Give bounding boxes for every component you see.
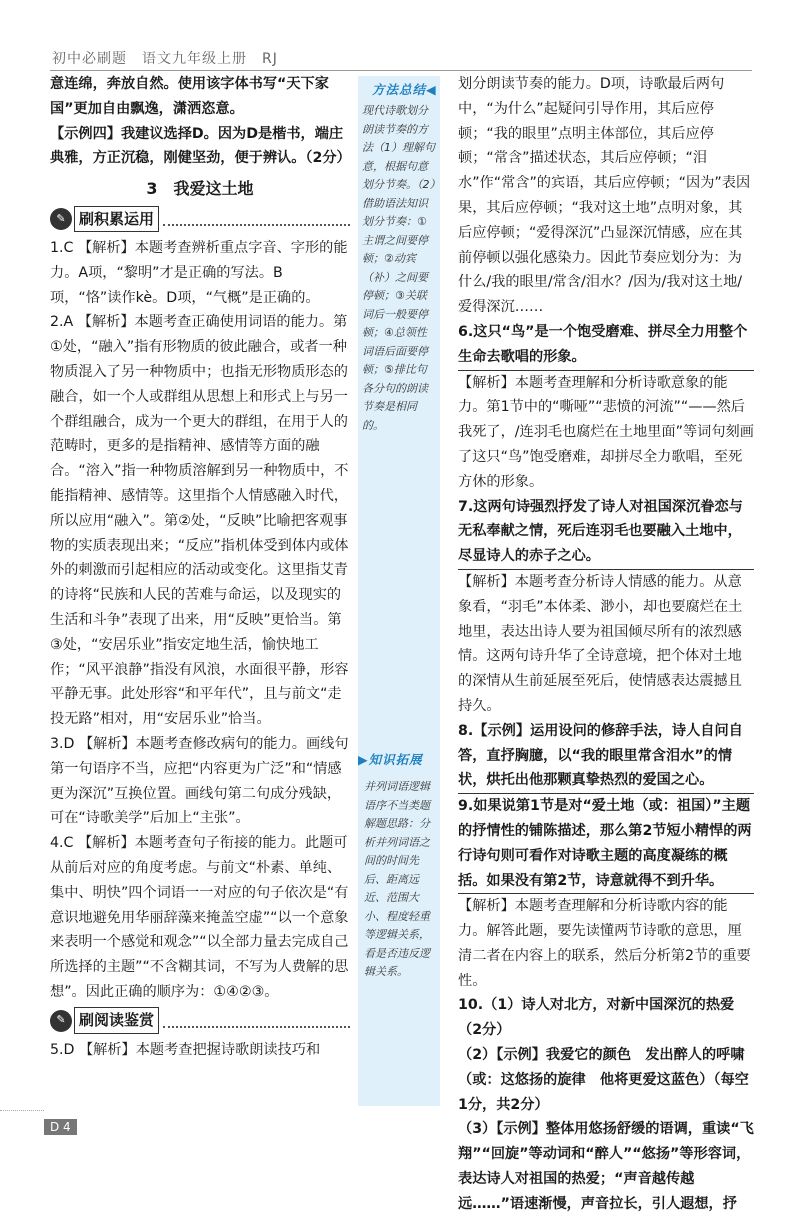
- left-column: [50, 72, 350, 1062]
- header-divider: [50, 70, 752, 71]
- method-title: 方法总结◀: [372, 82, 437, 97]
- answer-8: 8.【示例】运用设问的修辞手法，诗人自问自答，直抒胸臆，以“我的眼里常含泪水”的情状，烘托出他那颗真挚热烈的爱国之心。: [458, 719, 754, 794]
- page-number: D 4: [44, 1119, 77, 1135]
- explanation-6: 【解析】本题考查理解和分析诗歌意象的能力。第1节中的“嘶哑”“悲愤的河流”“——然后我死了，/连羽毛也腐烂在土地里面”等词句刻画了这只“鸟”饱受磨难，却拼尽全力歌唱，至死方休的形象。: [458, 374, 754, 490]
- answer-6: 6.这只“鸟”是一个饱受磨难、拼尽全力用整个生命去歌唱的形象。: [458, 320, 754, 371]
- arrow-left-icon: ◀: [426, 82, 437, 97]
- answer-10-1: 10.（1）诗人对北方，对新中国深沉的热爱（2分）: [458, 997, 735, 1039]
- dotted-rule: [163, 1014, 350, 1028]
- book-icon: ✎: [50, 208, 72, 230]
- answer-1: 1.C 【解析】本题考查辨析重点字音、字形的能力。A项，“黎明”才是正确的写法。B项，“恪”读作kè。D项，“气概”是正确的。: [50, 239, 348, 306]
- banner-accumulate: [50, 206, 350, 232]
- answer-7: 7.这两句诗强烈抒发了诗人对祖国深沉眷恋与无私奉献之情，死后连羽毛也要融入土地中，尽显诗人的赤子之心。: [458, 495, 754, 570]
- running-header: 初中必刷题 语文九年级上册 RJ: [52, 51, 278, 67]
- answer-5-continued: 划分朗读节奏的能力。D项，诗歌最后两句中，“为什么”起疑问引导作用，其后应停顿；“我的眼里”点明主体部位，其后应停顿；“常含”描述状态，其后应停顿；“泪水”作“常含”的宾语，其后应停顿；“因为”表因果，其后应停顿；“我对这土地”点明对象，其后应停顿；“爱得深沉”凸显深沉情感，应在其前停顿以强化感染力。因此节奏应划分为：为什么/我的眼里/常含/泪水？/因为/我对这土地/爱得深沉……: [458, 76, 751, 316]
- explanation-9: 【解析】本题考查理解和分析诗歌内容的能力。解答此题，要先读懂两节诗歌的意思，厘清二者在内容上的联系，然后分析第2节的重要性。: [458, 898, 751, 989]
- hint-body: 并列词语逻辑语序不当类题解题思路：分析并列词语之间的时间先后、距离远近、范围大小、程度轻重等逻辑关系，看是否违反逻辑关系。: [364, 780, 430, 978]
- arrow-right-icon: ▶: [358, 752, 369, 767]
- banner-label: 刷阅读鉴赏: [74, 1007, 159, 1034]
- intro-paragraph-1: 意连绵，奔放自然。使用该字体书写“天下家国”更加自由飘逸，潇洒恣意。: [50, 76, 329, 117]
- book-icon: ✎: [50, 1010, 72, 1032]
- dotted-rule: [163, 212, 350, 226]
- footer-dotted-rule: [0, 1110, 44, 1111]
- answer-2: 2.A 【解析】本题考查正确使用词语的能力。第①处，“融入”指有形物质的彼此融合，或者一种物质混入了另一种物质中；也指无形物质形态的融合，如一个人或群组从思想上和形式上与另一个群组融合，成为一个更大的群组，在用于人的范畴时，更多的是指精神、感情等方面的融合。“溶入”指一种物质溶解到另一种物质中，不能指精神、感情等。这里指个人情感融入时代，所以应用“融入”。第②处，“反映”比喻把客观事物的实质表现出来；“反应”指机体受到体内或体外的刺激而引起相应的活动或变化。这里指艾青的诗将“民族和人民的苦难与命运，以及现实的生活和斗争”表现了出来，用“反映”更恰当。第③处，“安居乐业”指安定地生活，愉快地工作；“风平浪静”指没有风浪，水面很平静，形容平静无事。此处形容“和平年代”，且与前文“走投无路”相对，用“安居乐业”恰当。: [50, 314, 349, 728]
- banner-label: 刷积累运用: [74, 206, 159, 233]
- answer-10-3: （3）【示例】整体用悠扬舒缓的语调，重读“飞翔”“回旋”等动词和“醉人”“悠扬”等形容词，表达诗人对祖国的热爱；“声音越传越远……”语速渐慢，声音拉长，引人遐想，抒: [458, 1121, 754, 1212]
- hint-title: ▶知识拓展: [358, 752, 423, 767]
- answer-4: 4.C 【解析】本题考查句子衔接的能力。此题可从前后对应的角度考虑。与前文“朴素、单纯、集中、明快”四个词语一一对应的句子依次是“有意识地避免用华丽辞藻来掩盖空虚”“以一个意象来表明一个感觉和观念”“以全部力量去完成自己所选择的主题”“不含糊其词，不写为人费解的思想”。因此正确的顺序为：①④②③。: [50, 835, 349, 1000]
- section-title: 3 我爱这土地: [146, 179, 254, 199]
- answer-9: 9.如果说第1节是对“爱土地（或：祖国）”主题的抒情性的铺陈描述，那么第2节短小精悍的两行诗句则可看作对诗歌主题的高度凝练的概括。如果没有第2节，诗意就得不到升华。: [458, 794, 754, 894]
- right-column: [458, 72, 754, 1217]
- answer-5-start: 5.D 【解析】本题考查把握诗歌朗读技巧和: [50, 1041, 321, 1058]
- explanation-7: 【解析】本题考查分析诗人情感的能力。从意象看，“羽毛”本体柔、渺小，却也要腐烂在土地里，表达出诗人要为祖国倾尽所有的浓烈感情。这两句诗升华了全诗意境，把个体对土地的深情从生前延展至死后，使情感表达震撼且持久。: [458, 573, 743, 714]
- method-body: 现代诗歌划分朗读节奏的方法（1）理解句意，根据句意划分节奏。（2）借助语法知识划分节奏：①主谓之间要停顿；②动宾（补）之间要停顿；③关联词后一般要停顿；④总领性词语后面要停顿；⑤排比句各分句的朗读节奏是相同的。: [362, 104, 435, 432]
- intro-paragraph-2: 【示例四】我建议选择D。因为D是楷书，端庄典雅，方正沉稳，刚健坚劲，便于辨认。（2分）: [50, 125, 351, 167]
- answer-3: 3.D 【解析】本题考查修改病句的能力。画线句第一句语序不当，应把“内容更为广泛”和“情感更为深沉”互换位置。画线句第二句成分残缺，可在“诗歌美学”后加上“主张”。: [50, 735, 349, 827]
- answer-10-2: （2）【示例】我爱它的颜色 发出醉人的呼啸（或：这悠扬的旋律 他将更爱这蓝色）（每空1分，共2分）: [458, 1047, 749, 1113]
- banner-reading: [50, 1008, 350, 1034]
